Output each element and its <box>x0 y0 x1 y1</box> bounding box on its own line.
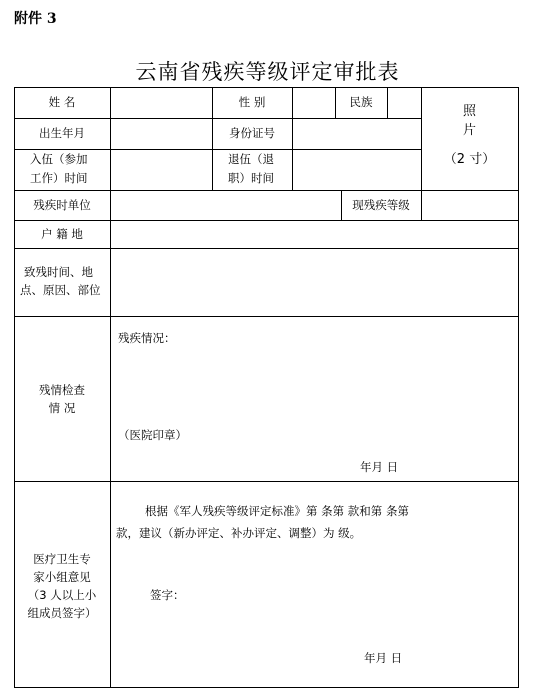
grid-line <box>387 87 388 118</box>
label-retire-line2: 职）时间 <box>228 171 274 185</box>
exam-date-label: 年月 日 <box>360 460 399 474</box>
label-gender: 性 别 <box>238 95 266 109</box>
grid-line <box>14 118 421 119</box>
grid-line <box>14 481 519 482</box>
label-exam-line1: 残情检查 <box>39 383 85 397</box>
label-id-number: 身份证号 <box>229 126 275 140</box>
signature-label: 签字： <box>150 588 185 602</box>
label-expert-line1: 医疗卫生专 <box>33 552 91 566</box>
label-cause-line1: 致残时间、地 <box>24 265 93 279</box>
label-expert-line4: 组成员签字） <box>27 606 97 620</box>
grid-line <box>110 87 111 688</box>
expert-date-label: 年月 日 <box>364 651 403 665</box>
label-enlist-line1: 入伍（参加 <box>30 152 88 166</box>
label-unit: 残疾时单位 <box>33 198 91 212</box>
label-enlist-line2: 工作）时间 <box>30 171 88 185</box>
grid-line <box>14 149 421 150</box>
photo-label-1: 照 <box>462 104 476 119</box>
grid-line <box>421 190 422 220</box>
grid-line <box>14 190 519 191</box>
label-current-level: 现残疾等级 <box>352 198 410 212</box>
label-retire-line1: 退伍（退 <box>228 152 274 166</box>
label-ethnicity: 民族 <box>349 95 373 109</box>
grid-line <box>518 87 519 688</box>
grid-line <box>14 316 519 317</box>
form-title: 云南省残疾等级评定审批表 <box>135 60 400 84</box>
label-cause-line2: 点、原因、部位 <box>20 283 101 297</box>
hospital-seal-label: （医院印章） <box>118 428 187 442</box>
label-exam-line2: 情 况 <box>48 401 76 415</box>
photo-size-label: （2 寸） <box>443 152 496 167</box>
grid-line <box>14 87 519 88</box>
label-expert-line3: （3 人以上小 <box>27 588 97 602</box>
disability-status-label: 残疾情况： <box>118 331 176 345</box>
grid-line <box>292 87 293 190</box>
grid-line <box>14 687 519 688</box>
grid-line <box>14 248 519 249</box>
opinion-text-line2: 款，建议（新办评定、补办评定、调整）为 级。 <box>116 526 362 540</box>
label-household: 户 籍 地 <box>41 227 83 241</box>
grid-line <box>14 220 519 221</box>
opinion-text-line1: 根据《军人残疾等级评定标准》第 条第 款和第 条第 <box>145 504 409 518</box>
label-name: 姓 名 <box>48 95 76 109</box>
label-expert-line2: 家小组意见 <box>33 570 91 584</box>
attachment-label: 附件 3 <box>14 11 57 27</box>
label-birth: 出生年月 <box>39 126 85 140</box>
photo-label-2: 片 <box>462 123 476 138</box>
